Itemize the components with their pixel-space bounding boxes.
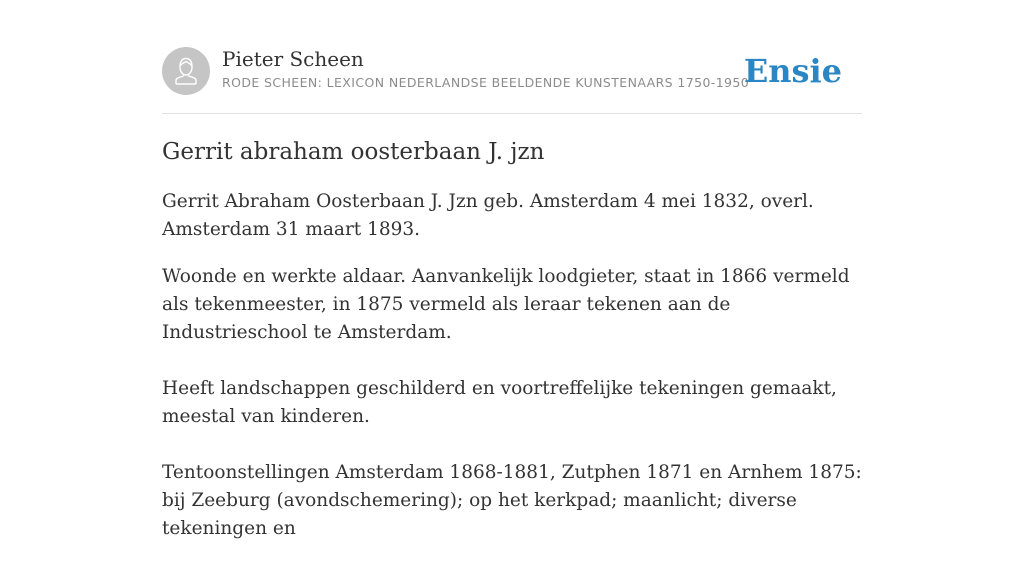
article-intro: Gerrit Abraham Oosterbaan J. Jzn geb. Amsterdam 4 mei 1832, overl. Amsterdam 31 maart 1893. xyxy=(162,191,814,240)
header-divider xyxy=(162,113,862,114)
article-text xyxy=(162,263,862,543)
brand-logo[interactable]: Ensie xyxy=(743,52,842,90)
article-title: Gerrit abraham oosterbaan J. jzn xyxy=(162,139,545,165)
author-name[interactable]: Pieter Scheen xyxy=(222,47,364,71)
source-title[interactable]: RODE SCHEEN: LEXICON NEDERLANDSE BEELDENDE KUNSTENAARS 1750-1950 xyxy=(222,75,750,90)
author-avatar[interactable] xyxy=(162,47,210,95)
article-body xyxy=(162,136,862,571)
user-silhouette-icon xyxy=(162,47,210,95)
article-paragraph: Woonde en werkte aldaar. Aanvankelijk loodgieter, staat in 1866 vermeld als tekenmeester, in 1875 vermeld als leraar tekenen aan de Industrieschool te Amsterdam. xyxy=(162,266,850,343)
article-paragraph: Heeft landschappen geschilderd en voortreffelijke tekeningen gemaakt, meestal van kinderen. xyxy=(162,378,837,427)
article-header xyxy=(162,47,862,113)
article-paragraph: Tentoonstellingen Amsterdam 1868-1881, Zutphen 1871 en Arnhem 1875: bij Zeeburg (avondschemering); op het kerkpad; maanlicht; diverse tekeningen en xyxy=(162,462,862,539)
